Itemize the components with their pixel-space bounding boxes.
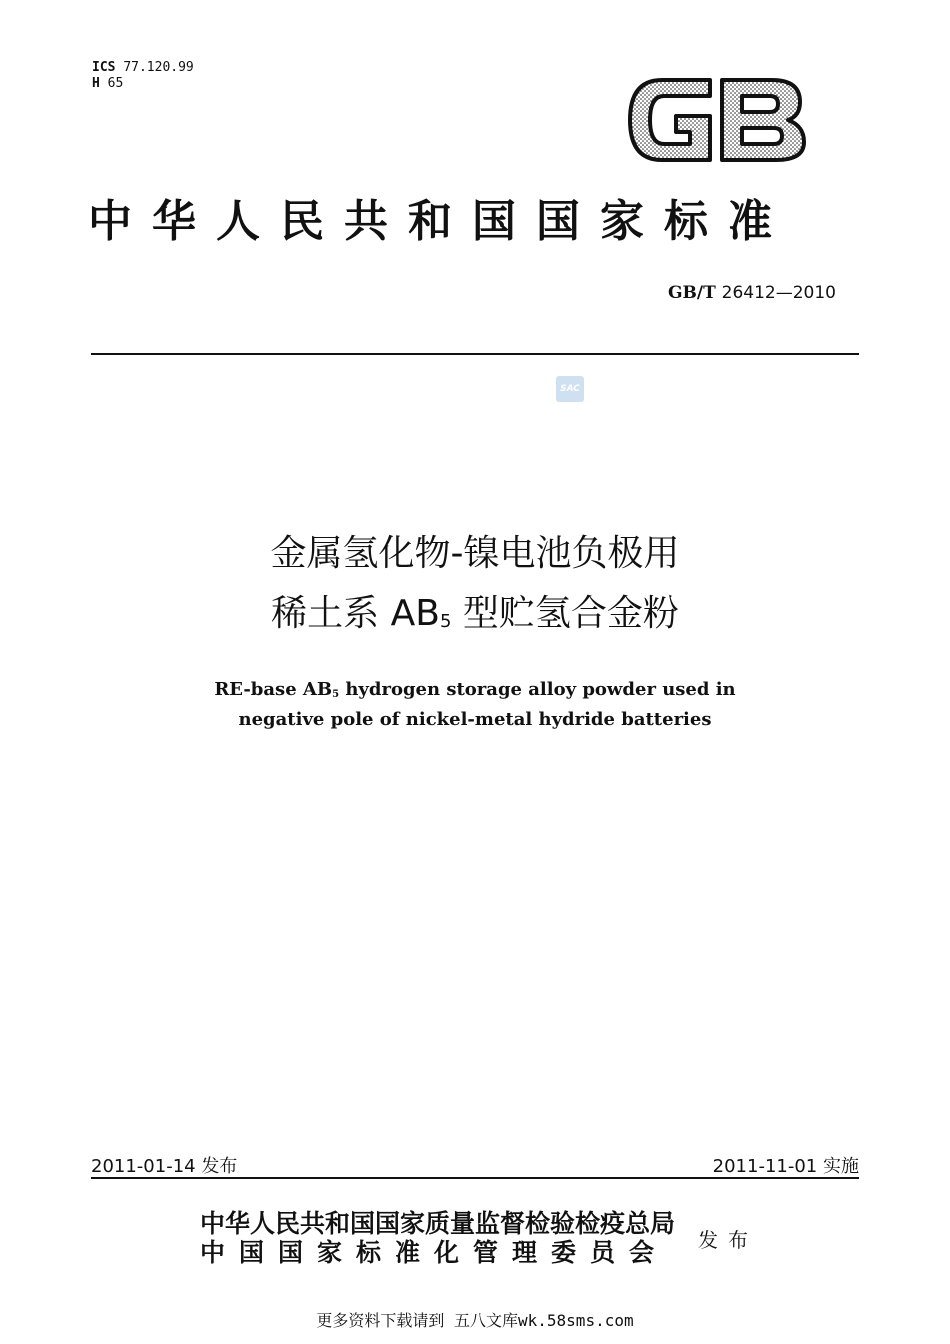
h-line bbox=[92, 76, 194, 92]
bottom-divider bbox=[91, 1177, 859, 1179]
english-title-subscript: 5 bbox=[332, 689, 340, 700]
english-title-line1-post: hydrogen storage alloy powder used in bbox=[339, 679, 736, 700]
top-divider bbox=[91, 353, 859, 355]
chinese-title-line2-pre: 稀土系 AB bbox=[271, 593, 440, 634]
implementation-date: 2011-11-01 实施 bbox=[712, 1156, 859, 1177]
ics-classification bbox=[92, 60, 194, 92]
issued-label: 发布 bbox=[698, 1228, 758, 1252]
standard-number-value: 26412—2010 bbox=[721, 283, 836, 303]
gb-logo-graphic bbox=[622, 72, 808, 168]
national-standard-title: 中华人民共和国国家标准 bbox=[88, 196, 792, 247]
chinese-title-line2-post: 型贮氢合金粉 bbox=[451, 593, 679, 634]
english-title-line1-pre: RE-base AB bbox=[214, 679, 333, 700]
ics-code: 77.120.99 bbox=[123, 60, 194, 75]
ics-line bbox=[92, 60, 194, 76]
standard-number-prefix: GB/T bbox=[667, 283, 716, 303]
sac-watermark: SAC bbox=[556, 376, 584, 402]
issue-date: 2011-01-14 发布 bbox=[91, 1156, 238, 1177]
chinese-title-line2 bbox=[0, 590, 950, 646]
h-code: 65 bbox=[107, 76, 124, 91]
footer-download-note: 更多资料下载请到 五八文库wk.58sms.com bbox=[316, 1311, 634, 1330]
issuer-line2: 中国国家标准化管理委员会 bbox=[200, 1238, 669, 1267]
english-title-line2: negative pole of nickel-metal hydride batteries bbox=[238, 709, 712, 730]
ics-label: ICS bbox=[92, 60, 116, 75]
gb-logo bbox=[622, 72, 808, 168]
chinese-title-subscript: 5 bbox=[439, 611, 452, 632]
h-label: H bbox=[92, 76, 100, 91]
standard-number bbox=[668, 283, 836, 303]
chinese-title-line1: 金属氢化物-镍电池负极用 bbox=[270, 533, 680, 574]
english-title-line1 bbox=[0, 676, 950, 709]
issuer-line1: 中华人民共和国国家质量监督检验检疫总局 bbox=[200, 1209, 676, 1238]
